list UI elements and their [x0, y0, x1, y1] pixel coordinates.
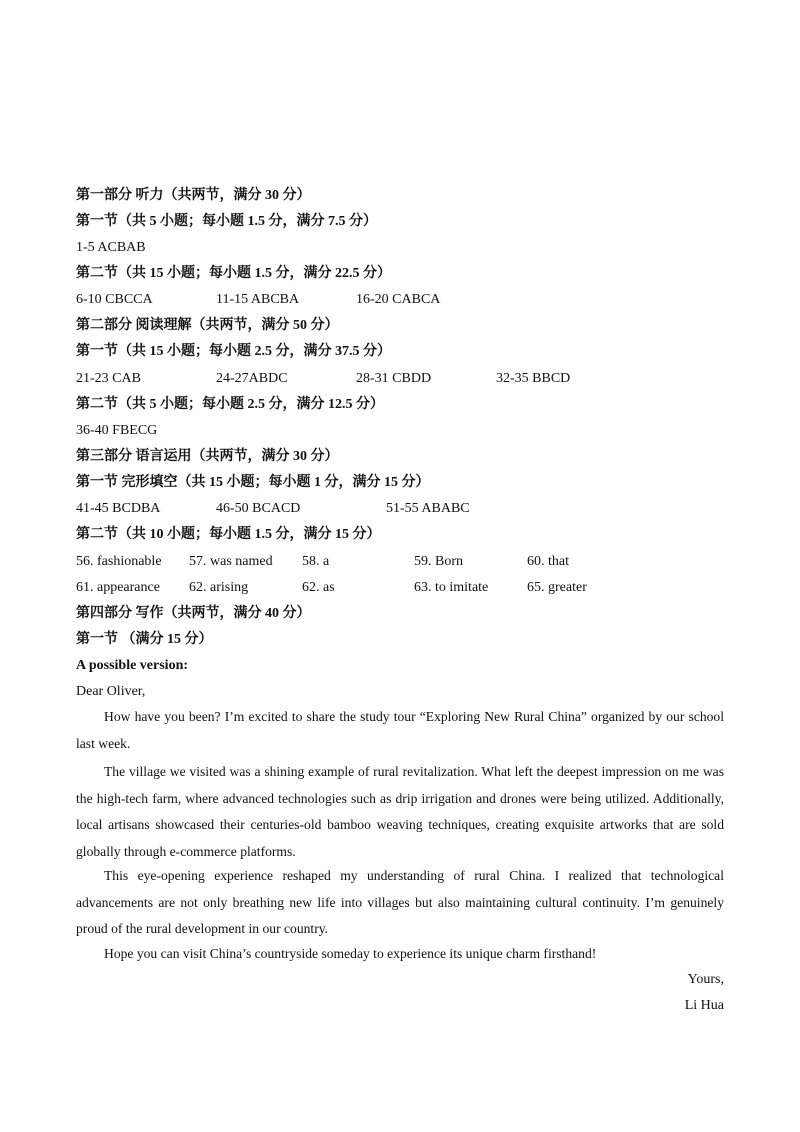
essay-label: A possible version:	[76, 658, 189, 673]
answer-item: 58. a	[302, 554, 330, 569]
part1-sec1-heading: 第一节（共 5 小题；每小题 1.5 分，满分 7.5 分）	[76, 214, 377, 229]
part1-sec2-heading: 第二节（共 15 小题；每小题 1.5 分，满分 22.5 分）	[76, 266, 391, 281]
answer-group: 51-55 ABABC	[386, 501, 470, 516]
part4-heading: 第四部分 写作（共两节，满分 40 分）	[76, 606, 311, 621]
part1-heading: 第一部分 听力（共两节，满分 30 分）	[76, 188, 311, 203]
answer-group: 28-31 CBDD	[356, 371, 432, 386]
answer-item: 63. to imitate	[414, 580, 489, 595]
answer-item: 59. Born	[414, 554, 463, 569]
part3-sec1-heading: 第一节 完形填空（共 15 小题；每小题 1 分，满分 15 分）	[76, 475, 430, 490]
answer-group: 6-10 CBCCA	[76, 292, 153, 307]
answer-group: 46-50 BCACD	[216, 501, 301, 516]
essay-paragraph: How have you been? I’m excited to share the study tour “Exploring New Rural China” organized by our school last week.	[76, 709, 724, 751]
essay-paragraph: This eye-opening experience reshaped my understanding of rural China. I realized that technological advancements are not only breathing new life into villages but also maintaining cultural continuity. I’m genuinely proud of the rural development in our country.	[76, 868, 724, 936]
answer-item: 62. arising	[189, 580, 249, 595]
answer-group: 11-15 ABCBA	[216, 292, 300, 307]
answer-group: 36-40 FBECG	[76, 423, 158, 438]
answer-item: 60. that	[527, 554, 569, 569]
essay-paragraph: The village we visited was a shining example of rural revitalization. What left the deepest impression on me was the high-tech farm, where advanced technologies such as drip irrigation and drones were being utilized. Additionally, local artisans showcased their centuries-old bamboo weaving techniques, creating exquisite artworks that are sold globally through e-commerce platforms.	[76, 764, 724, 859]
answer-group: 16-20 CABCA	[356, 292, 441, 307]
answer-item: 56. fashionable	[76, 554, 162, 569]
answer-item: 65. greater	[527, 580, 587, 595]
answer-item: 62. as	[302, 580, 335, 595]
essay-salutation: Dear Oliver,	[76, 684, 146, 699]
part4-sec1-heading: 第一节 （满分 15 分）	[76, 632, 213, 647]
part3-sec2-heading: 第二节（共 10 小题；每小题 1.5 分，满分 15 分）	[76, 527, 381, 542]
part2-sec2-heading: 第二节（共 5 小题；每小题 2.5 分，满分 12.5 分）	[76, 397, 384, 412]
part2-sec1-heading: 第一节（共 15 小题；每小题 2.5 分，满分 37.5 分）	[76, 344, 391, 359]
answer-item: 57. was named	[189, 554, 273, 569]
essay-closing: Yours,	[687, 972, 724, 987]
essay-paragraph: Hope you can visit China’s countryside someday to experience its unique charm firsthand!	[104, 946, 597, 961]
answer-group: 32-35 BBCD	[496, 371, 571, 386]
answer-item: 61. appearance	[76, 580, 160, 595]
answer-group: 21-23 CAB	[76, 371, 141, 386]
answer-group: 1-5 ACBAB	[76, 240, 146, 255]
part3-heading: 第三部分 语言运用（共两节，满分 30 分）	[76, 449, 339, 464]
answer-group: 24-27ABDC	[216, 371, 288, 386]
essay-signature: Li Hua	[684, 998, 724, 1013]
answer-group: 41-45 BCDBA	[76, 501, 161, 516]
part2-heading: 第二部分 阅读理解（共两节，满分 50 分）	[76, 318, 339, 333]
